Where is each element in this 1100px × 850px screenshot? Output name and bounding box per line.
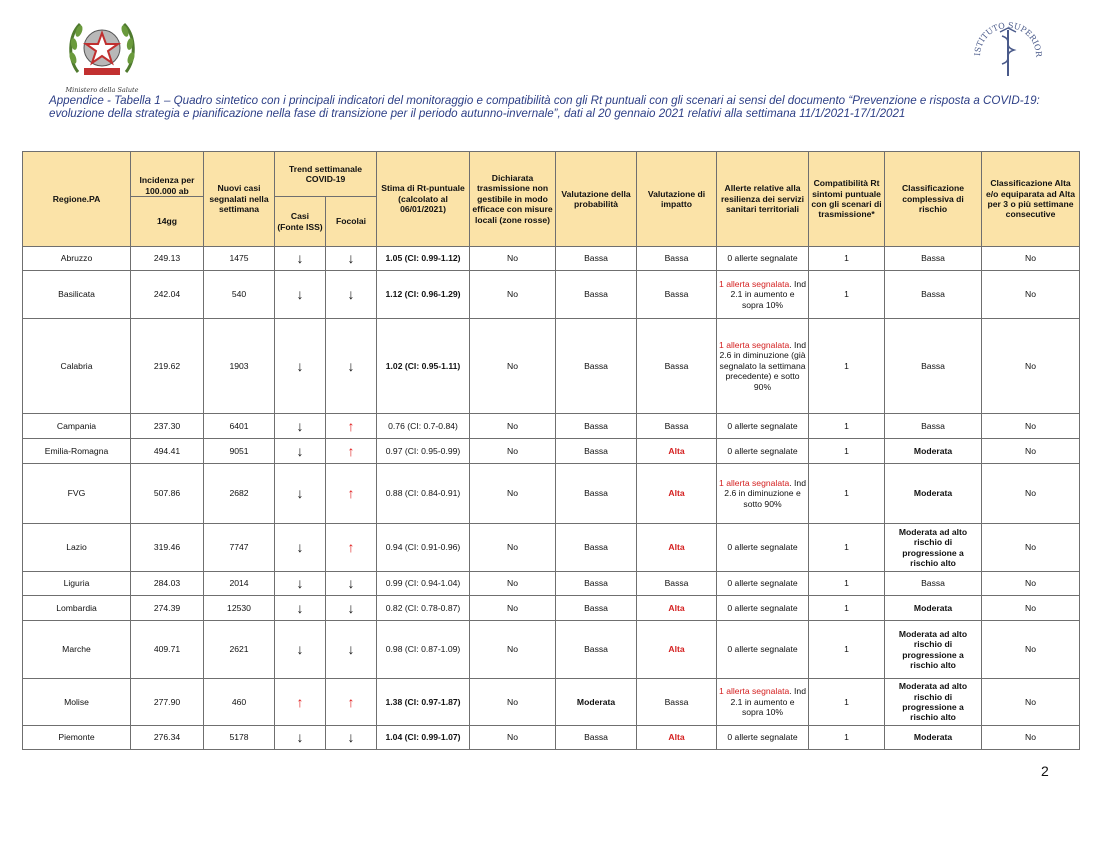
cell-classificazione: Bassa [885, 319, 982, 414]
cell-nuovi-casi: 1903 [204, 319, 275, 414]
cell-alta3: No [982, 319, 1080, 414]
cell-impatto: Bassa [637, 414, 717, 439]
cell-incidenza: 319.46 [131, 524, 204, 572]
ministry-emblem [62, 14, 142, 94]
header-alta3: Classificazione Alta e/o equiparata ad Alta per 3 o più settimane consecutive [982, 152, 1080, 247]
cell-incidenza: 277.90 [131, 679, 204, 726]
cell-nuovi-casi: 7747 [204, 524, 275, 572]
cell-compatibilita: 1 [809, 271, 885, 319]
cell-dichiarata: No [470, 524, 556, 572]
cell-allerte [717, 572, 809, 596]
cell-regione: Piemonte [23, 726, 131, 750]
cell-alta3: No [982, 572, 1080, 596]
header-impatto: Valutazione di impatto [637, 152, 717, 247]
header-stima-rt: Stima di Rt-puntuale (calcolato al 06/01/2021) [377, 152, 470, 247]
table-row [23, 596, 1080, 621]
arrow-down-icon: ↓ [275, 319, 326, 414]
cell-regione: Basilicata [23, 271, 131, 319]
cell-probabilita: Bassa [556, 524, 637, 572]
cell-compatibilita: 1 [809, 464, 885, 524]
cell-nuovi-casi: 2682 [204, 464, 275, 524]
arrow-up-icon: ↑ [326, 414, 377, 439]
header-allerte: Allerte relative alla resilienza dei servizi sanitari territoriali [717, 152, 809, 247]
cell-probabilita: Bassa [556, 439, 637, 464]
cell-allerte [717, 524, 809, 572]
cell-impatto: Alta [637, 596, 717, 621]
cell-probabilita: Bassa [556, 464, 637, 524]
cell-regione: Liguria [23, 572, 131, 596]
cell-stima-rt: 1.05 (CI: 0.99-1.12) [377, 247, 470, 271]
cell-classificazione: Moderata [885, 439, 982, 464]
arrow-down-icon: ↓ [326, 726, 377, 750]
cell-probabilita: Bassa [556, 726, 637, 750]
cell-stima-rt: 1.04 (CI: 0.99-1.07) [377, 726, 470, 750]
cell-stima-rt: 0.88 (CI: 0.84-0.91) [377, 464, 470, 524]
cell-impatto: Bassa [637, 319, 717, 414]
allerta-highlight: 1 allerta segnalata [719, 686, 790, 697]
table-row [23, 621, 1080, 679]
cell-alta3: No [982, 247, 1080, 271]
allerta-text: . Ind 2.1 in aumento e sopra 10% [730, 278, 806, 310]
table-row [23, 414, 1080, 439]
table-row [23, 726, 1080, 750]
table-row [23, 572, 1080, 596]
cell-alta3: No [982, 679, 1080, 726]
allerta-text: 0 allerte segnalate [727, 445, 798, 456]
cell-classificazione: Bassa [885, 572, 982, 596]
header-regione: Regione.PA [23, 152, 131, 247]
cell-dichiarata: No [470, 247, 556, 271]
cell-nuovi-casi: 12530 [204, 596, 275, 621]
cell-incidenza: 284.03 [131, 572, 204, 596]
cell-compatibilita: 1 [809, 572, 885, 596]
arrow-down-icon: ↓ [326, 572, 377, 596]
ministry-caption: Ministero della Salute [65, 86, 139, 94]
allerta-text: 0 allerte segnalate [727, 420, 798, 431]
cell-stima-rt: 0.94 (CI: 0.91-0.96) [377, 524, 470, 572]
cell-classificazione: Moderata [885, 726, 982, 750]
arrow-down-icon: ↓ [275, 596, 326, 621]
allerta-text: 0 allerte segnalate [727, 732, 798, 743]
arrow-down-icon: ↓ [326, 319, 377, 414]
cell-dichiarata: No [470, 271, 556, 319]
cell-allerte [717, 247, 809, 271]
table-row [23, 439, 1080, 464]
cell-probabilita: Bassa [556, 319, 637, 414]
table-row [23, 319, 1080, 414]
cell-nuovi-casi: 460 [204, 679, 275, 726]
cell-dichiarata: No [470, 414, 556, 439]
cell-classificazione: Moderata ad alto rischio di progressione a rischio alto [885, 679, 982, 726]
header-casi: Casi (Fonte ISS) [275, 197, 326, 247]
table-row [23, 271, 1080, 319]
cell-regione: Campania [23, 414, 131, 439]
cell-alta3: No [982, 621, 1080, 679]
cell-allerte [717, 319, 809, 414]
cell-impatto: Bassa [637, 679, 717, 726]
cell-incidenza: 237.30 [131, 414, 204, 439]
cell-impatto: Bassa [637, 247, 717, 271]
cell-compatibilita: 1 [809, 596, 885, 621]
header-classificazione: Classificazione complessiva di rischio [885, 152, 982, 247]
cell-compatibilita: 1 [809, 439, 885, 464]
cell-stima-rt: 1.38 (CI: 0.97-1.87) [377, 679, 470, 726]
allerta-text: . Ind 2.1 in aumento e sopra 10% [730, 686, 806, 718]
cell-impatto: Bassa [637, 572, 717, 596]
header-incidenza: Incidenza per 100.000 ab [131, 152, 204, 197]
cell-alta3: No [982, 726, 1080, 750]
allerta-text: 0 allerte segnalate [727, 644, 798, 655]
table-row [23, 464, 1080, 524]
cell-nuovi-casi: 6401 [204, 414, 275, 439]
cell-impatto: Alta [637, 524, 717, 572]
allerta-highlight: 1 allerta segnalata [719, 477, 790, 488]
cell-impatto: Alta [637, 726, 717, 750]
allerta-text: 0 allerte segnalate [727, 542, 798, 553]
cell-impatto: Bassa [637, 271, 717, 319]
allerta-text: . Ind 2.6 in diminuzione (già segnalato la settimana precedente) e sotto 90% [719, 339, 806, 392]
cell-allerte [717, 621, 809, 679]
cell-allerte [717, 271, 809, 319]
arrow-down-icon: ↓ [326, 621, 377, 679]
iss-seal [968, 10, 1048, 90]
cell-probabilita: Moderata [556, 679, 637, 726]
cell-dichiarata: No [470, 679, 556, 726]
cell-stima-rt: 0.97 (CI: 0.95-0.99) [377, 439, 470, 464]
cell-stima-rt: 0.76 (CI: 0.7-0.84) [377, 414, 470, 439]
cell-nuovi-casi: 1475 [204, 247, 275, 271]
cell-stima-rt: 0.98 (CI: 0.87-1.09) [377, 621, 470, 679]
cell-compatibilita: 1 [809, 524, 885, 572]
cell-classificazione: Moderata [885, 464, 982, 524]
cell-dichiarata: No [470, 439, 556, 464]
cell-nuovi-casi: 2014 [204, 572, 275, 596]
cell-regione: Abruzzo [23, 247, 131, 271]
cell-compatibilita: 1 [809, 319, 885, 414]
cell-alta3: No [982, 524, 1080, 572]
cell-regione: Lazio [23, 524, 131, 572]
cell-allerte [717, 464, 809, 524]
table-row [23, 679, 1080, 726]
allerta-text: 0 allerte segnalate [727, 602, 798, 613]
italian-republic-emblem-icon [62, 14, 142, 84]
header-trend: Trend settimanale COVID-19 [275, 152, 377, 197]
allerta-text: 0 allerte segnalate [727, 253, 798, 264]
cell-incidenza: 494.41 [131, 439, 204, 464]
page-number: 2 [1041, 763, 1049, 779]
cell-alta3: No [982, 414, 1080, 439]
arrow-down-icon: ↓ [275, 621, 326, 679]
cell-nuovi-casi: 540 [204, 271, 275, 319]
arrow-down-icon: ↓ [275, 726, 326, 750]
table-body [23, 247, 1080, 750]
cell-incidenza: 276.34 [131, 726, 204, 750]
allerta-text: 0 allerte segnalate [727, 578, 798, 589]
arrow-down-icon: ↓ [275, 439, 326, 464]
cell-alta3: No [982, 439, 1080, 464]
header-dichiarata: Dichiarata trasmissione non gestibile in modo efficace con misure locali (zone rosse) [470, 152, 556, 247]
cell-classificazione: Moderata [885, 596, 982, 621]
arrow-up-icon: ↑ [326, 439, 377, 464]
arrow-up-icon: ↑ [326, 464, 377, 524]
cell-incidenza: 219.62 [131, 319, 204, 414]
arrow-down-icon: ↓ [326, 596, 377, 621]
cell-classificazione: Bassa [885, 414, 982, 439]
header-compatibilita: Compatibilità Rt sintomi puntuale con gli scenari di trasmissione* [809, 152, 885, 247]
cell-stima-rt: 1.12 (CI: 0.96-1.29) [377, 271, 470, 319]
cell-dichiarata: No [470, 464, 556, 524]
header-nuovi-casi: Nuovi casi segnalati nella settimana [204, 152, 275, 247]
cell-incidenza: 274.39 [131, 596, 204, 621]
cell-incidenza: 409.71 [131, 621, 204, 679]
cell-probabilita: Bassa [556, 247, 637, 271]
cell-dichiarata: No [470, 621, 556, 679]
arrow-down-icon: ↓ [275, 414, 326, 439]
cell-allerte [717, 596, 809, 621]
arrow-down-icon: ↓ [326, 271, 377, 319]
cell-classificazione: Bassa [885, 271, 982, 319]
cell-regione: Marche [23, 621, 131, 679]
cell-regione: Lombardia [23, 596, 131, 621]
cell-regione: Emilia-Romagna [23, 439, 131, 464]
cell-impatto: Alta [637, 439, 717, 464]
arrow-up-icon: ↑ [326, 524, 377, 572]
cell-alta3: No [982, 464, 1080, 524]
allerta-highlight: 1 allerta segnalata [719, 339, 790, 350]
cell-compatibilita: 1 [809, 621, 885, 679]
cell-regione: FVG [23, 464, 131, 524]
cell-probabilita: Bassa [556, 271, 637, 319]
cell-compatibilita: 1 [809, 247, 885, 271]
arrow-down-icon: ↓ [326, 247, 377, 271]
cell-regione: Calabria [23, 319, 131, 414]
cell-stima-rt: 1.02 (CI: 0.95-1.11) [377, 319, 470, 414]
cell-allerte [717, 414, 809, 439]
cell-allerte [717, 439, 809, 464]
header-focolai: Focolai [326, 197, 377, 247]
header-incidenza-14gg: 14gg [131, 197, 204, 247]
cell-alta3: No [982, 271, 1080, 319]
cell-dichiarata: No [470, 572, 556, 596]
cell-allerte [717, 679, 809, 726]
cell-probabilita: Bassa [556, 596, 637, 621]
cell-classificazione: Moderata ad alto rischio di progressione a rischio alto [885, 621, 982, 679]
arrow-up-icon: ↑ [275, 679, 326, 726]
cell-compatibilita: 1 [809, 414, 885, 439]
cell-nuovi-casi: 2621 [204, 621, 275, 679]
cell-probabilita: Bassa [556, 621, 637, 679]
header-probabilita: Valutazione della probabilità [556, 152, 637, 247]
cell-alta3: No [982, 596, 1080, 621]
cell-nuovi-casi: 9051 [204, 439, 275, 464]
cell-classificazione: Bassa [885, 247, 982, 271]
iss-seal-text: ISTITUTO SUPERIOR [972, 20, 1044, 58]
cell-probabilita: Bassa [556, 414, 637, 439]
cell-regione: Molise [23, 679, 131, 726]
arrow-down-icon: ↓ [275, 572, 326, 596]
cell-dichiarata: No [470, 726, 556, 750]
arrow-up-icon: ↑ [326, 679, 377, 726]
cell-incidenza: 242.04 [131, 271, 204, 319]
table-caption: Appendice - Tabella 1 – Quadro sintetico con i principali indicatori del monitoraggio e compatibilità con gli Rt puntuali con gli scenari ai sensi del documento “Prevenzione e risposta a COVID-19: evoluzione della strategia e pianificazione nella fase di transizione per il periodo autunno-invernale”, dati al 20 gennaio 2021 relativi alla settimana 11/1/2021-17/1/2021 [49, 94, 1040, 121]
summary-table [22, 151, 1080, 750]
arrow-down-icon: ↓ [275, 247, 326, 271]
iss-seal-icon [968, 10, 1048, 90]
cell-compatibilita: 1 [809, 726, 885, 750]
cell-probabilita: Bassa [556, 572, 637, 596]
cell-dichiarata: No [470, 596, 556, 621]
cell-dichiarata: No [470, 319, 556, 414]
allerta-text: . Ind 2.6 in diminuzione e sotto 90% [724, 477, 806, 509]
arrow-down-icon: ↓ [275, 464, 326, 524]
arrow-down-icon: ↓ [275, 524, 326, 572]
cell-compatibilita: 1 [809, 679, 885, 726]
allerta-highlight: 1 allerta segnalata [719, 278, 790, 289]
arrow-down-icon: ↓ [275, 271, 326, 319]
cell-incidenza: 249.13 [131, 247, 204, 271]
cell-classificazione: Moderata ad alto rischio di progressione a rischio alto [885, 524, 982, 572]
cell-incidenza: 507.86 [131, 464, 204, 524]
cell-nuovi-casi: 5178 [204, 726, 275, 750]
cell-stima-rt: 0.99 (CI: 0.94-1.04) [377, 572, 470, 596]
table-row [23, 247, 1080, 271]
cell-impatto: Alta [637, 621, 717, 679]
cell-allerte [717, 726, 809, 750]
svg-text:ISTITUTO SUPERIORE DI SANITÀ [968, 10, 1043, 58]
cell-impatto: Alta [637, 464, 717, 524]
table-row [23, 524, 1080, 572]
cell-stima-rt: 0.82 (CI: 0.78-0.87) [377, 596, 470, 621]
